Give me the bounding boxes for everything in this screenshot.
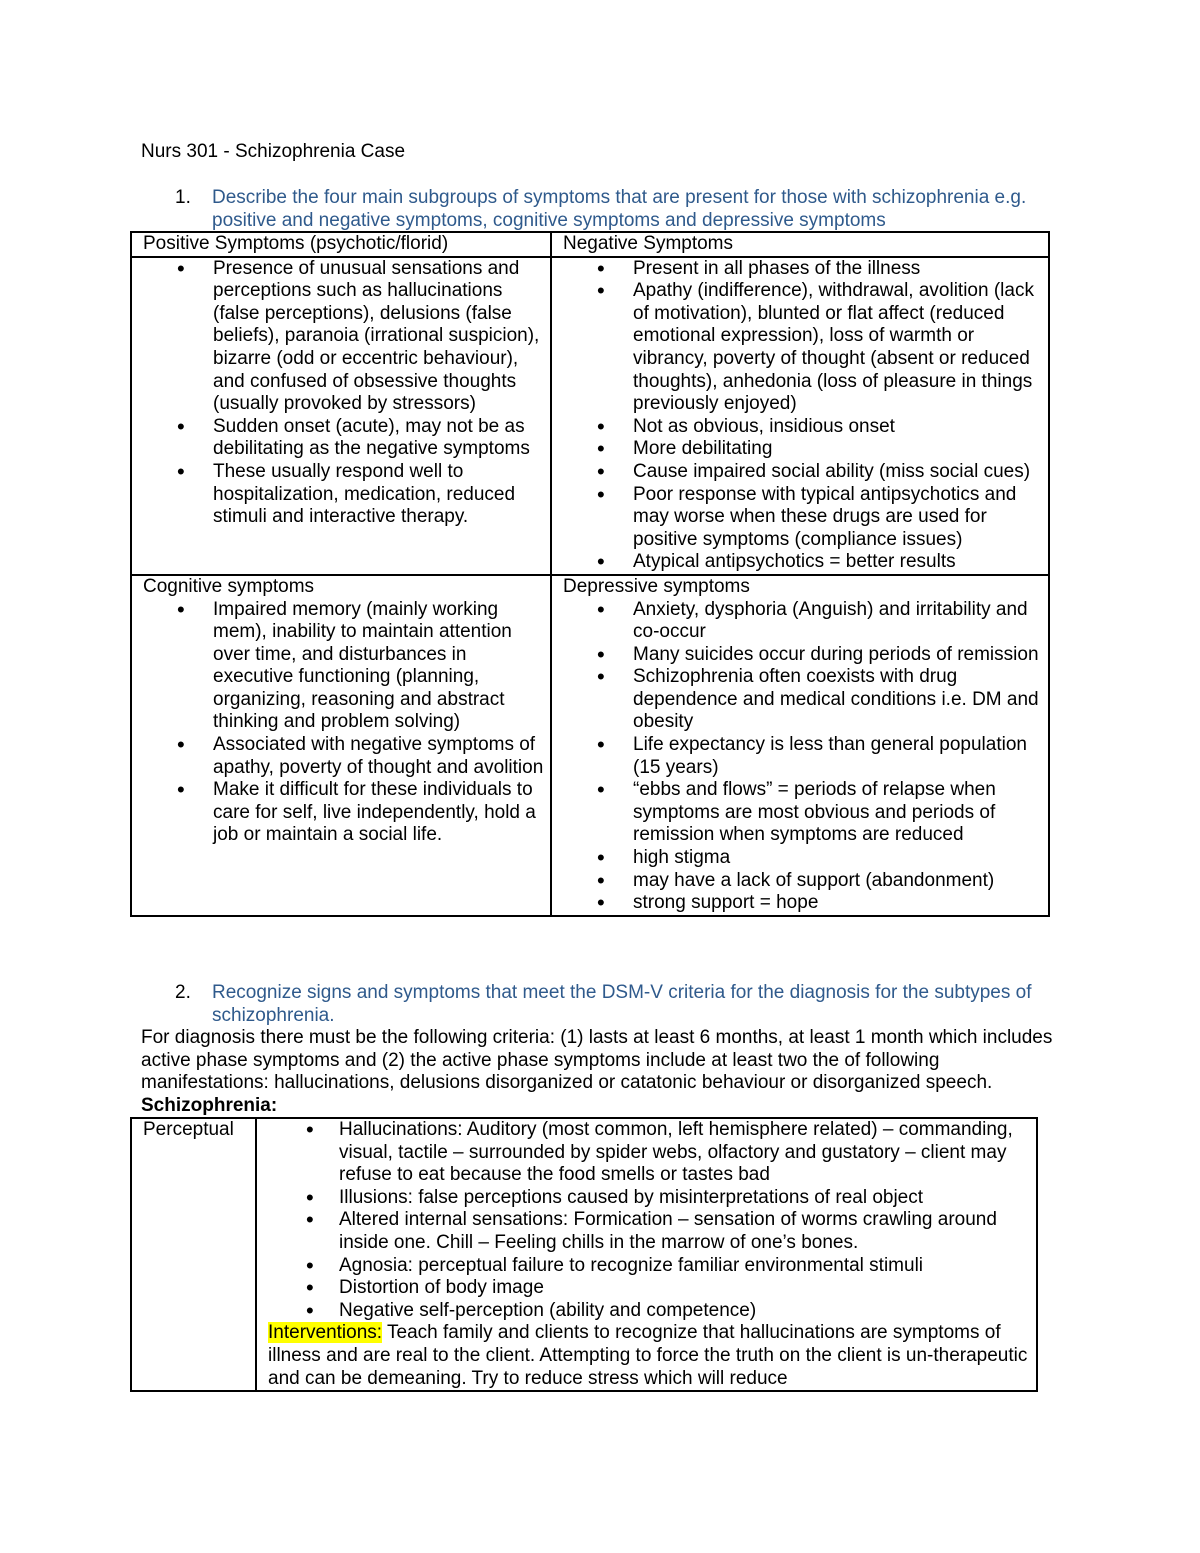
list-item: • Associated with negative symptoms of apathy, poverty of thought and avolition (143, 734, 550, 779)
question-2 (141, 982, 1071, 1027)
positive-symptoms-cell (131, 257, 551, 575)
question-1-text: Describe the four main subgroups of symptoms that are present for those with schizophrenia e.g. positive and negative symptoms, cognitive symptoms and depressive symptoms (212, 187, 1027, 231)
list-item: • Agnosia: perceptual failure to recognize familiar environmental stimuli (268, 1255, 1036, 1278)
list-item: • Apathy (indifference), withdrawal, avolition (lack of motivation), blunted or flat affect (reduced emotional expression), loss of warmth or vibrancy, poverty of thought (absent or reduced thoughts), anhedonia (loss of pleasure in things previously enjoyed) (563, 280, 1048, 416)
interventions-paragraph (268, 1322, 1036, 1390)
schizophrenia-heading: Schizophrenia: (141, 1095, 278, 1116)
list-item: • Cause impaired social ability (miss social cues) (563, 461, 1048, 484)
list-item: • Life expectancy is less than general population (15 years) (563, 734, 1048, 779)
question-1-number: 1. (175, 187, 191, 208)
list-item: • may have a lack of support (abandonment) (563, 870, 1048, 893)
depressive-symptoms-header: Depressive symptoms (563, 575, 750, 597)
question-2-text: Recognize signs and symptoms that meet the DSM-V criteria for the diagnosis for the subtypes of schizophrenia. (212, 982, 1032, 1026)
cognitive-symptoms-header: Cognitive symptoms (143, 575, 315, 597)
list-item: • Distortion of body image (268, 1277, 1036, 1300)
cognitive-symptoms-cell (131, 575, 551, 916)
list-item: • Poor response with typical antipsychotics and may worse when these drugs are used for positive symptoms (compliance issues) (563, 484, 1048, 552)
symptoms-table-row-2 (131, 575, 1049, 916)
positive-symptoms-list (143, 258, 550, 529)
question-1 (141, 187, 1071, 232)
positive-symptoms-header (131, 232, 551, 257)
interventions-label: Interventions: (268, 1322, 383, 1344)
symptoms-table-row-1 (131, 257, 1049, 575)
positive-symptoms-header-text: Positive Symptoms (psychotic/florid) (143, 233, 449, 254)
interventions-text: Teach family and clients to recognize that hallucinations are symptoms of illness and are real to the client. Attempting to force the truth on the client is un-therapeutic and can be demeaning. Try to reduce stress which will reduce (268, 1322, 1028, 1389)
list-item: • More debilitating (563, 438, 1048, 461)
diagnosis-criteria-paragraph: For diagnosis there must be the following criteria: (1) lasts at least 6 months, at least 1 month which includes active phase symptoms and (2) the active phase symptoms include at least two the of following manifestations: hallucinations, delusions disorganized or catatonic behaviour or disorganized speech. (141, 1027, 1053, 1094)
perceptual-table (130, 1117, 1038, 1392)
list-item: • Not as obvious, insidious onset (563, 416, 1048, 439)
perceptual-symptoms-list (268, 1119, 1036, 1322)
depressive-symptoms-cell (551, 575, 1049, 916)
list-item: • Hallucinations: Auditory (most common, left hemisphere related) – commanding, visual, tactile – surrounded by spider webs, olfactory and gustatory – client may refuse to eat because the food smells or tastes bad (268, 1119, 1036, 1187)
symptoms-table-header-row (131, 232, 1049, 257)
list-item: • strong support = hope (563, 892, 1048, 915)
negative-symptoms-list (563, 258, 1048, 574)
list-item: • Presence of unusual sensations and perceptions such as hallucinations (false perceptions), delusions (false beliefs), paranoia (irrational suspicion), bizarre (odd or eccentric behaviour), and confused of obsessive thoughts (usually provoked by stressors) (143, 258, 550, 416)
negative-symptoms-header (551, 232, 1049, 257)
perceptual-category-cell (131, 1118, 256, 1391)
document-title: Nurs 301 - Schizophrenia Case (141, 141, 406, 162)
list-item: • Many suicides occur during periods of remission (563, 644, 1048, 667)
perceptual-category-label: Perceptual (143, 1119, 234, 1140)
list-item: • Atypical antipsychotics = better results (563, 551, 1048, 574)
depressive-symptoms-list (563, 599, 1048, 915)
cognitive-symptoms-list (143, 599, 550, 848)
list-item: • Make it difficult for these individuals to care for self, live independently, hold a job or maintain a social life. (143, 779, 550, 847)
negative-symptoms-cell (551, 257, 1049, 575)
list-item: • Altered internal sensations: Formication – sensation of worms crawling around inside one. Chill – Feeling chills in the marrow of one’s bones. (268, 1209, 1036, 1254)
perceptual-details-cell (256, 1118, 1037, 1391)
list-item: • Present in all phases of the illness (563, 258, 1048, 281)
list-item: • Impaired memory (mainly working mem), inability to maintain attention over time, and disturbances in executive functioning (planning, organizing, reasoning and abstract thinking and problem solving) (143, 599, 550, 735)
list-item: • Sudden onset (acute), may not be as debilitating as the negative symptoms (143, 416, 550, 461)
list-item: • Illusions: false perceptions caused by misinterpretations of real object (268, 1187, 1036, 1210)
question-2-number: 2. (175, 982, 191, 1003)
perceptual-table-row (131, 1118, 1037, 1391)
list-item: • “ebbs and flows” = periods of relapse when symptoms are most obvious and periods of remission when symptoms are reduced (563, 779, 1048, 847)
negative-symptoms-header-text: Negative Symptoms (563, 233, 734, 254)
symptoms-table (130, 231, 1050, 917)
list-item: • Anxiety, dysphoria (Anguish) and irritability and co-occur (563, 599, 1048, 644)
list-item: • Negative self-perception (ability and competence) (268, 1300, 1036, 1323)
list-item: • high stigma (563, 847, 1048, 870)
list-item: • Schizophrenia often coexists with drug dependence and medical conditions i.e. DM and obesity (563, 666, 1048, 734)
list-item: • These usually respond well to hospitalization, medication, reduced stimuli and interactive therapy. (143, 461, 550, 529)
